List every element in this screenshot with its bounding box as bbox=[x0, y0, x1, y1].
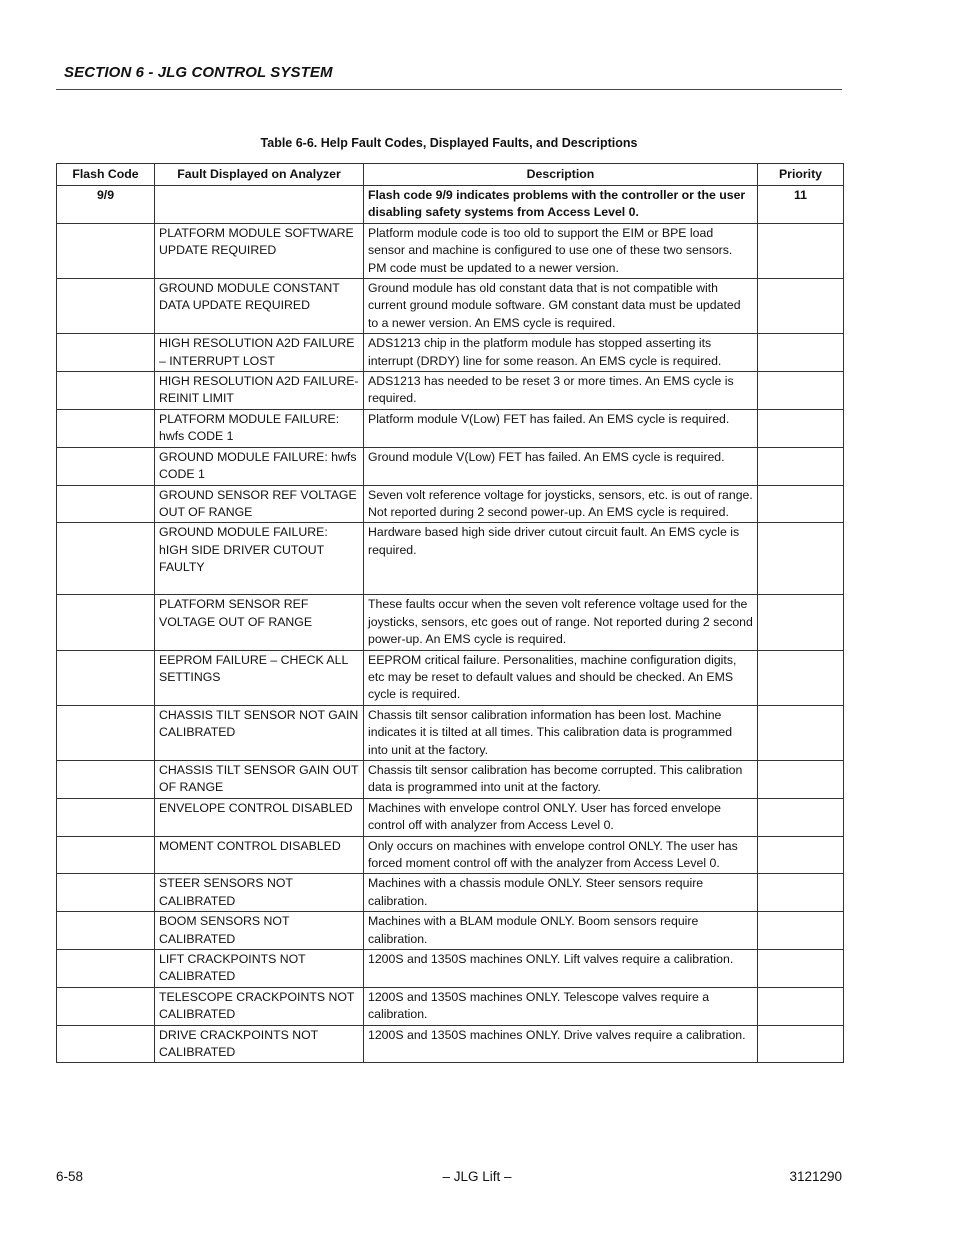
description-cell: EEPROM critical failure. Personalities, machine configuration digits, etc may be reset to default values and should be checked. An EMS cycle is required. bbox=[364, 650, 758, 705]
description-cell: 1200S and 1350S machines ONLY. Drive valves require a calibration. bbox=[364, 1025, 758, 1063]
priority-cell bbox=[758, 372, 844, 410]
table-row bbox=[57, 874, 844, 912]
flash-code-cell bbox=[57, 447, 155, 485]
fault-name-cell: CHASSIS TILT SENSOR GAIN OUT OF RANGE bbox=[155, 760, 364, 798]
priority-cell: 11 bbox=[758, 186, 844, 224]
flash-code-cell bbox=[57, 950, 155, 988]
column-header-priority: Priority bbox=[758, 164, 844, 186]
fault-name-cell: HIGH RESOLUTION A2D FAILURE – INTERRUPT LOST bbox=[155, 334, 364, 372]
table-row bbox=[57, 950, 844, 988]
fault-name-cell: LIFT CRACKPOINTS NOT CALIBRATED bbox=[155, 950, 364, 988]
flash-code-cell bbox=[57, 836, 155, 874]
flash-code-cell bbox=[57, 485, 155, 523]
fault-name-cell: DRIVE CRACKPOINTS NOT CALIBRATED bbox=[155, 1025, 364, 1063]
priority-cell bbox=[758, 334, 844, 372]
description-cell: Hardware based high side driver cutout circuit fault. An EMS cycle is required. bbox=[364, 523, 758, 595]
priority-cell bbox=[758, 523, 844, 595]
flash-code-cell bbox=[57, 372, 155, 410]
table-row bbox=[57, 705, 844, 760]
flash-code-cell bbox=[57, 987, 155, 1025]
column-header-fault: Fault Displayed on Analyzer bbox=[155, 164, 364, 186]
flash-code-cell bbox=[57, 409, 155, 447]
table-header-row bbox=[57, 164, 844, 186]
footer-brand: – JLG Lift – bbox=[442, 1169, 512, 1184]
fault-name-cell: PLATFORM MODULE FAILURE: hwfs CODE 1 bbox=[155, 409, 364, 447]
description-cell: Platform module V(Low) FET has failed. An EMS cycle is required. bbox=[364, 409, 758, 447]
table-row bbox=[57, 485, 844, 523]
table-row bbox=[57, 523, 844, 595]
description-cell: Ground module has old constant data that is not compatible with current ground module software. GM constant data must be updated to a newer version. An EMS cycle is required. bbox=[364, 279, 758, 334]
table-row bbox=[57, 223, 844, 278]
priority-cell bbox=[758, 650, 844, 705]
fault-name-cell: GROUND MODULE FAILURE: hIGH SIDE DRIVER CUTOUT FAULTY bbox=[155, 523, 364, 595]
priority-cell bbox=[758, 595, 844, 650]
fault-name-cell bbox=[155, 186, 364, 224]
priority-cell bbox=[758, 950, 844, 988]
priority-cell bbox=[758, 987, 844, 1025]
priority-cell bbox=[758, 760, 844, 798]
flash-code-cell bbox=[57, 705, 155, 760]
priority-cell bbox=[758, 874, 844, 912]
fault-name-cell: ENVELOPE CONTROL DISABLED bbox=[155, 798, 364, 836]
table-row bbox=[57, 186, 844, 224]
table-title: Table 6-6. Help Fault Codes, Displayed Faults, and Descriptions bbox=[260, 136, 638, 150]
flash-code-cell bbox=[57, 874, 155, 912]
fault-name-cell: GROUND SENSOR REF VOLTAGE OUT OF RANGE bbox=[155, 485, 364, 523]
description-cell: Chassis tilt sensor calibration has become corrupted. This calibration data is programmed into unit at the factory. bbox=[364, 760, 758, 798]
fault-name-cell: STEER SENSORS NOT CALIBRATED bbox=[155, 874, 364, 912]
flash-code-cell bbox=[57, 223, 155, 278]
priority-cell bbox=[758, 447, 844, 485]
flash-code-cell bbox=[57, 1025, 155, 1063]
description-cell: ADS1213 has needed to be reset 3 or more times. An EMS cycle is required. bbox=[364, 372, 758, 410]
priority-cell bbox=[758, 1025, 844, 1063]
table-row bbox=[57, 912, 844, 950]
column-header-flash-code: Flash Code bbox=[57, 164, 155, 186]
flash-code-cell bbox=[57, 523, 155, 595]
table-row bbox=[57, 372, 844, 410]
flash-code-cell bbox=[57, 912, 155, 950]
description-cell: Chassis tilt sensor calibration information has been lost. Machine indicates it is tilted at all times. This calibration data is programmed into unit at the factory. bbox=[364, 705, 758, 760]
priority-cell bbox=[758, 223, 844, 278]
fault-name-cell: PLATFORM MODULE SOFTWARE UPDATE REQUIRED bbox=[155, 223, 364, 278]
description-cell: These faults occur when the seven volt reference voltage used for the joysticks, sensors, etc goes out of range. Not reported during 2 second power-up. An EMS cycle is required. bbox=[364, 595, 758, 650]
table-row bbox=[57, 650, 844, 705]
description-cell: ADS1213 chip in the platform module has stopped asserting its interrupt (DRDY) line for some reason. An EMS cycle is required. bbox=[364, 334, 758, 372]
flash-code-cell bbox=[57, 279, 155, 334]
table-row bbox=[57, 447, 844, 485]
page-number: 6-58 bbox=[56, 1169, 84, 1184]
table-row bbox=[57, 409, 844, 447]
description-cell: 1200S and 1350S machines ONLY. Telescope valves require a calibration. bbox=[364, 987, 758, 1025]
description-cell: Machines with a BLAM module ONLY. Boom sensors require calibration. bbox=[364, 912, 758, 950]
table-row bbox=[57, 760, 844, 798]
fault-code-table bbox=[56, 163, 844, 1063]
flash-code-cell bbox=[57, 760, 155, 798]
description-cell: Machines with envelope control ONLY. User has forced envelope control off with analyzer from Access Level 0. bbox=[364, 798, 758, 836]
description-cell: Only occurs on machines with envelope control ONLY. The user has forced moment control off with the analyzer from Access Level 0. bbox=[364, 836, 758, 874]
flash-code-cell bbox=[57, 595, 155, 650]
table-row bbox=[57, 1025, 844, 1063]
fault-name-cell: GROUND MODULE CONSTANT DATA UPDATE REQUIRED bbox=[155, 279, 364, 334]
table-body bbox=[57, 186, 844, 1063]
fault-name-cell: PLATFORM SENSOR REF VOLTAGE OUT OF RANGE bbox=[155, 595, 364, 650]
flash-code-cell bbox=[57, 650, 155, 705]
priority-cell bbox=[758, 912, 844, 950]
description-cell: Flash code 9/9 indicates problems with the controller or the user disabling safety systems from Access Level 0. bbox=[364, 186, 758, 224]
fault-name-cell: EEPROM FAILURE – CHECK ALL SETTINGS bbox=[155, 650, 364, 705]
document-number: 3121290 bbox=[789, 1169, 842, 1184]
table-row bbox=[57, 836, 844, 874]
flash-code-cell bbox=[57, 334, 155, 372]
header-rule bbox=[56, 89, 842, 90]
priority-cell bbox=[758, 705, 844, 760]
priority-cell bbox=[758, 798, 844, 836]
fault-name-cell: BOOM SENSORS NOT CALIBRATED bbox=[155, 912, 364, 950]
description-cell: Platform module code is too old to support the EIM or BPE load sensor and machine is configured to use one of these two sensors. PM code must be updated to a newer version. bbox=[364, 223, 758, 278]
column-header-description: Description bbox=[364, 164, 758, 186]
description-cell: 1200S and 1350S machines ONLY. Lift valves require a calibration. bbox=[364, 950, 758, 988]
table-row bbox=[57, 595, 844, 650]
flash-code-cell: 9/9 bbox=[57, 186, 155, 224]
fault-name-cell: GROUND MODULE FAILURE: hwfs CODE 1 bbox=[155, 447, 364, 485]
priority-cell bbox=[758, 409, 844, 447]
priority-cell bbox=[758, 836, 844, 874]
description-cell: Machines with a chassis module ONLY. Steer sensors require calibration. bbox=[364, 874, 758, 912]
fault-name-cell: MOMENT CONTROL DISABLED bbox=[155, 836, 364, 874]
table-row bbox=[57, 279, 844, 334]
description-cell: Seven volt reference voltage for joysticks, sensors, etc. is out of range. Not reported during 2 second power-up. An EMS cycle is required. bbox=[364, 485, 758, 523]
fault-name-cell: TELESCOPE CRACKPOINTS NOT CALIBRATED bbox=[155, 987, 364, 1025]
priority-cell bbox=[758, 279, 844, 334]
table-row bbox=[57, 798, 844, 836]
priority-cell bbox=[758, 485, 844, 523]
flash-code-cell bbox=[57, 798, 155, 836]
table-row bbox=[57, 987, 844, 1025]
fault-name-cell: CHASSIS TILT SENSOR NOT GAIN CALIBRATED bbox=[155, 705, 364, 760]
fault-name-cell: HIGH RESOLUTION A2D FAILURE-REINIT LIMIT bbox=[155, 372, 364, 410]
table-row bbox=[57, 334, 844, 372]
section-header: SECTION 6 - JLG CONTROL SYSTEM bbox=[64, 64, 333, 81]
description-cell: Ground module V(Low) FET has failed. An EMS cycle is required. bbox=[364, 447, 758, 485]
